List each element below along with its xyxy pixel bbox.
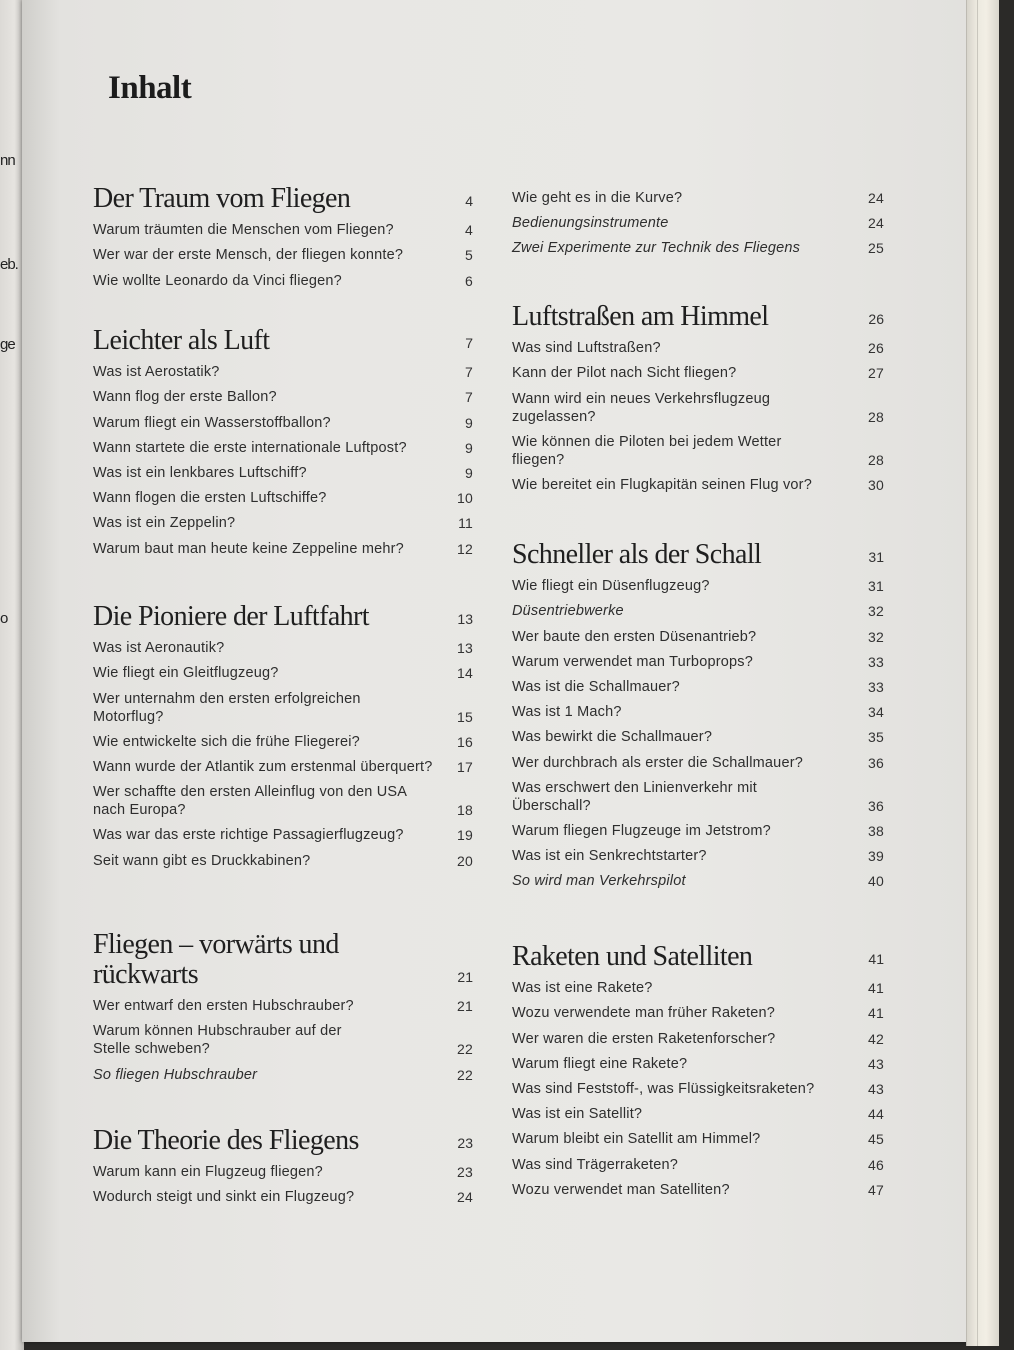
entry-page-number: 7 [465,364,473,381]
entry-text: Warum fliegt eine Rakete? [512,1055,688,1072]
toc-entry [93,221,473,239]
toc-entry [93,514,473,532]
entry-page-number: 36 [868,754,884,771]
entry-text: Wie bereitet ein Flugkapitän seinen Flug vor? [512,476,812,493]
toc-entry [512,847,884,865]
entry-text: So wird man Verkehrspilot [512,873,686,890]
entry-text: Wie geht es in die Kurve? [512,190,683,206]
section-heading [93,184,473,214]
prev-page-fragment: ge [0,336,15,353]
entry-text: Wann startete die erste internationale Luftpost? [93,439,407,456]
section-page-number: 23 [457,1135,473,1151]
page-stack-edge [966,0,999,1346]
entry-text: Warum kann ein Flugzeug fliegen? [93,1164,323,1181]
toc-entry [93,758,473,776]
section-title: Die Theorie des Fliegens [93,1125,359,1156]
entry-text: Wie können die Piloten bei jedem Wetter fliegen? [512,433,782,468]
toc-entry [512,754,884,772]
toc-entry [512,628,884,646]
entry-text: Seit wann gibt es Druckkabinen? [93,852,311,869]
toc-entry [512,433,884,469]
section-heading [512,302,884,332]
toc-section [93,326,473,558]
entry-page-number: 38 [868,822,884,839]
toc-entry [93,1163,473,1181]
toc-entry [93,733,473,751]
toc-entry [512,1181,884,1199]
entry-page-number: 47 [868,1181,884,1198]
entry-page-number: 15 [457,708,473,725]
toc-entry [512,779,884,815]
toc-section [93,602,473,870]
toc-section [93,184,473,290]
toc-section [93,930,473,1084]
entry-text: So fliegen Hubschrauber [93,1066,258,1083]
entry-page-number: 11 [458,515,473,532]
toc-entry [512,703,884,721]
entry-page-number: 22 [457,1066,473,1083]
entry-page-number: 42 [868,1030,884,1047]
entry-text: Wozu verwendete man früher Raketen? [512,1005,776,1022]
entry-page-number: 41 [868,980,884,997]
toc-entry [93,664,473,682]
entry-text: Wodurch steigt und sinkt ein Flugzeug? [93,1189,355,1206]
previous-page-edge [0,0,24,1350]
entry-page-number: 13 [457,640,473,657]
toc-entry [93,439,473,457]
entry-text: Düsentriebwerke [512,603,624,620]
toc-entry [512,678,884,696]
entry-page-number: 9 [465,439,473,456]
toc-entry [512,577,884,595]
toc-entry [512,214,884,232]
entry-text: Wie entwickelte sich die frühe Fliegerei? [93,733,360,750]
section-page-number: 7 [465,335,473,351]
section-heading [93,602,473,632]
entry-page-number: 17 [457,758,473,775]
toc-entry [93,246,473,264]
entry-text: Wann wird ein neues Verkehrsflugzeug zugelassen? [512,390,771,425]
entry-text: Was erschwert den Linienverkehr mit Überschall? [512,779,757,814]
entry-text: Warum baut man heute keine Zeppeline mehr? [93,540,404,557]
section-title: Schneller als der Schall [512,539,762,570]
toc-entry [512,189,884,207]
toc-entry [512,979,884,997]
entry-text: Wer schaffte den ersten Alleinflug von den USA nach Europa? [93,784,407,819]
toc-entry [512,1080,884,1098]
entry-text: Warum bleibt ein Satellit am Himmel? [512,1131,761,1148]
entry-text: Wer durchbrach als erster die Schallmauer? [512,754,804,771]
toc-section [512,302,884,494]
toc-section-continued [512,184,884,257]
toc-section [512,540,884,890]
toc-section [512,942,884,1199]
entry-page-number: 34 [868,704,884,721]
toc-entry [512,728,884,746]
entry-text: Wann flog der erste Ballon? [93,389,277,406]
toc-title: Inhalt [108,70,192,106]
entry-page-number: 33 [868,653,884,670]
entry-page-number: 25 [868,240,884,257]
entry-text: Warum träumten die Menschen vom Fliegen? [93,222,394,239]
entry-page-number: 5 [465,247,473,264]
entry-page-number: 24 [868,190,884,206]
entry-text: Wer baute den ersten Düsenantrieb? [512,628,757,645]
entry-page-number: 19 [457,827,473,844]
toc-entry [93,690,473,726]
toc-entry [93,414,473,432]
section-heading [93,1126,473,1156]
toc-entry [512,1105,884,1123]
toc-entry [512,364,884,382]
toc-entry [93,1188,473,1206]
section-page-number: 31 [868,549,884,565]
toc-entry [512,1130,884,1148]
entry-page-number: 6 [465,272,473,289]
entry-text: Warum fliegen Flugzeuge im Jetstrom? [512,822,771,839]
prev-page-fragment: o [0,610,8,627]
entry-page-number: 43 [868,1055,884,1072]
section-heading [93,326,473,356]
entry-page-number: 32 [868,603,884,620]
entry-page-number: 21 [457,998,473,1015]
entry-page-number: 12 [457,540,473,557]
entry-page-number: 33 [868,678,884,695]
entry-text: Was ist 1 Mach? [512,704,622,721]
entry-page-number: 23 [457,1164,473,1181]
toc-entry [512,476,884,494]
entry-text: Wie fliegt ein Düsenflugzeug? [512,578,710,595]
entry-page-number: 35 [868,729,884,746]
toc-entry [512,339,884,357]
entry-text: Was ist Aerostatik? [93,364,220,381]
entry-text: Wer unternahm den ersten erfolgreichen Motorflug? [93,690,361,725]
entry-page-number: 43 [868,1080,884,1097]
section-page-number: 13 [457,611,473,627]
entry-text: Was war das erste richtige Passagierflugzeug? [93,827,404,844]
entry-text: Was ist ein Senkrechtstarter? [512,848,707,865]
entry-page-number: 18 [457,802,473,819]
toc-section [93,1126,473,1206]
entry-text: Warum fliegt ein Wasserstoffballon? [93,414,331,431]
section-title: Fliegen – vorwärts und rückwarts [93,929,339,990]
toc-entry [93,464,473,482]
entry-page-number: 41 [868,1005,884,1022]
toc-entry [512,1030,884,1048]
toc-entry [512,653,884,671]
entry-text: Was sind Feststoff-, was Flüssigkeitsraketen? [512,1080,815,1097]
toc-entry [512,390,884,426]
entry-text: Warum verwendet man Turboprops? [512,653,753,670]
entry-text: Wozu verwendet man Satelliten? [512,1181,730,1198]
entry-text: Wie wollte Leonardo da Vinci fliegen? [93,272,342,289]
prev-page-fragment: nn [0,152,15,169]
entry-text: Bedienungsinstrumente [512,215,669,232]
toc-entry [93,540,473,558]
section-page-number: 41 [868,951,884,967]
toc-entry [512,872,884,890]
book-page [22,0,970,1342]
entry-text: Kann der Pilot nach Sicht fliegen? [512,365,737,382]
section-title: Die Pioniere der Luftfahrt [93,601,369,632]
toc-entry [93,388,473,406]
toc-entry [93,1022,473,1058]
entry-page-number: 9 [465,464,473,481]
entry-text: Wann flogen die ersten Luftschiffe? [93,490,327,507]
entry-text: Warum können Hubschrauber auf der Stelle schweben? [93,1023,342,1058]
entry-page-number: 44 [868,1106,884,1123]
toc-entry [512,1156,884,1174]
entry-text: Zwei Experimente zur Technik des Fliegens [512,240,801,257]
prev-page-fragment: eb. [0,256,18,273]
entry-page-number: 20 [457,852,473,869]
entry-text: Was sind Luftstraßen? [512,340,661,357]
toc-entry [93,1066,473,1084]
section-heading [512,942,884,972]
entry-text: Was ist ein Zeppelin? [93,515,236,532]
toc-entry [93,272,473,290]
section-title: Luftstraßen am Himmel [512,301,769,332]
entry-text: Wie fliegt ein Gleitflugzeug? [93,665,279,682]
entry-page-number: 31 [868,578,884,595]
section-page-number: 4 [465,193,473,209]
entry-page-number: 14 [457,665,473,682]
entry-text: Was ist eine Rakete? [512,980,653,997]
entry-text: Was ist Aeronautik? [93,640,225,657]
entry-page-number: 30 [868,476,884,493]
entry-page-number: 24 [868,215,884,232]
entry-page-number: 7 [465,389,473,406]
entry-text: Was sind Trägerraketen? [512,1156,679,1173]
entry-page-number: 39 [868,848,884,865]
entry-page-number: 28 [868,408,884,425]
entry-page-number: 45 [868,1131,884,1148]
entry-page-number: 26 [868,340,884,357]
toc-entry [93,826,473,844]
entry-text: Was bewirkt die Schallmauer? [512,729,713,746]
toc-entry [93,852,473,870]
toc-entry [93,997,473,1015]
toc-entry [93,363,473,381]
toc-entry [512,822,884,840]
entry-page-number: 4 [465,222,473,239]
entry-page-number: 36 [868,797,884,814]
entry-page-number: 32 [868,628,884,645]
entry-text: Wer waren die ersten Raketenforscher? [512,1030,776,1047]
entry-page-number: 10 [457,490,473,507]
toc-entry [512,1004,884,1022]
entry-text: Wann wurde der Atlantik zum erstenmal überquert? [93,758,433,775]
toc-entry [512,1055,884,1073]
entry-text: Was ist ein Satellit? [512,1106,643,1123]
toc-entry [512,239,884,257]
toc-entry [512,602,884,620]
section-page-number: 26 [868,311,884,327]
toc-entry [93,783,473,819]
entry-page-number: 16 [457,733,473,750]
entry-text: Was ist ein lenkbares Luftschiff? [93,464,307,481]
entry-page-number: 40 [868,873,884,890]
section-heading [512,540,884,570]
toc-entry [93,489,473,507]
entry-page-number: 22 [457,1041,473,1058]
entry-page-number: 9 [465,414,473,431]
entry-text: Wer entwarf den ersten Hubschrauber? [93,998,354,1015]
entry-text: Wer war der erste Mensch, der fliegen konnte? [93,247,404,264]
section-title: Leichter als Luft [93,325,270,356]
entry-page-number: 24 [457,1189,473,1206]
section-title: Raketen und Satelliten [512,941,753,972]
entry-page-number: 27 [868,365,884,382]
toc-entry [93,639,473,657]
section-title: Der Traum vom Fliegen [93,183,351,214]
section-heading [93,930,473,990]
entry-page-number: 46 [868,1156,884,1173]
entry-page-number: 28 [868,451,884,468]
section-page-number: 21 [457,969,473,985]
entry-text: Was ist die Schallmauer? [512,678,680,695]
